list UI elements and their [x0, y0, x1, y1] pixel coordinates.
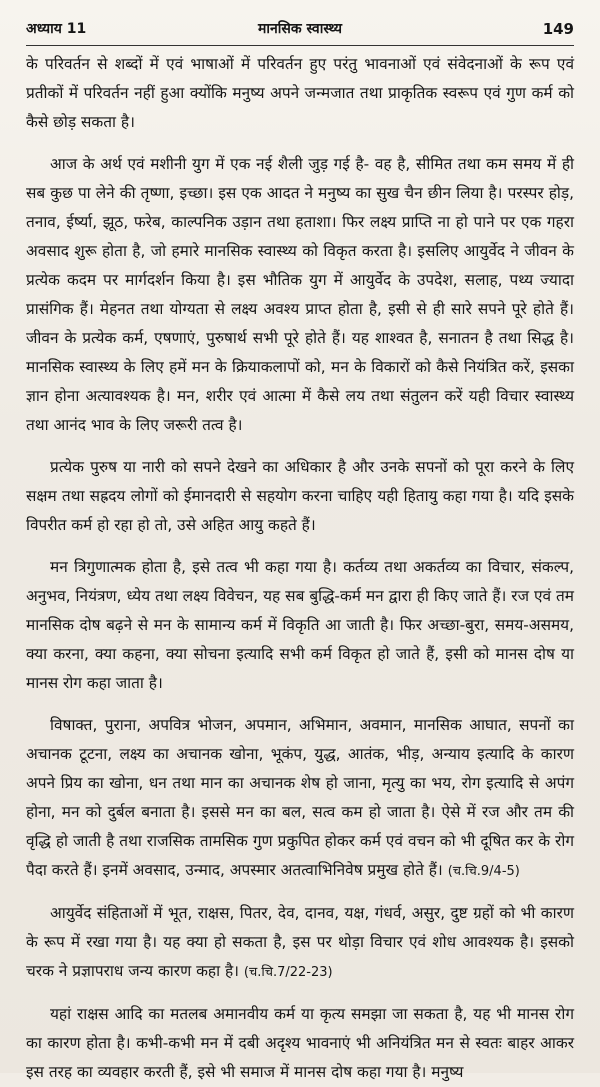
paragraph: [26, 553, 574, 698]
paragraph: [26, 50, 574, 137]
page-number: 149: [542, 20, 574, 38]
citation: (च.चि.7/22-23): [243, 965, 333, 980]
paragraph: [26, 899, 574, 987]
paragraph: [26, 711, 574, 886]
paragraph-text: आयुर्वेद संहिताओं में भूत, राक्षस, पितर, देव, दानव, यक्ष, गंधर्व, असुर, दुष्ट ग्रहों को भी कारण के रूप में रखा गया है। यह क्या हो सकता है, इस पर थोड़ा विचार एवं शोध आवश्यक है। इसको चरक ने प्रज्ञापराध जन्य कारण कहा है।: [26, 904, 574, 980]
paragraph: [26, 1000, 574, 1087]
page-header: [26, 20, 574, 46]
chapter-label: अध्याय 11: [26, 21, 87, 37]
running-title: मानसिक स्वास्थ्य: [257, 21, 343, 37]
paragraph-text: प्रत्येक पुरुष या नारी को सपने देखने का अधिकार है और उनके सपनों को पूरा करने के लिए सक्षम तथा सह्रदय लोगों को ईमानदारी से सहयोग करना चाहिए यही हितायु कहा गया है। यदि इसके विपरीत कर्म हो रहा हो तो, उसे अहित आयु कहते हैं।: [26, 458, 574, 534]
paragraph: [26, 150, 574, 440]
paragraph-text: यहां राक्षस आदि का मतलब अमानवीय कर्म या कृत्य समझा जा सकता है, यह भी मानस रोग का कारण होता है। कभी-कभी मन में दबी अदृश्य भावनाएं भी अनियंत्रित मन से स्वतः बाहर आकर इस तरह का व्यवहार करती हैं, इसे भी समाज में मानस दोष कहा गया है। मनुष्य: [26, 1005, 574, 1081]
paragraph-text: विषाक्त, पुराना, अपवित्र भोजन, अपमान, अभिमान, अवमान, मानसिक आघात, सपनों का अचानक टूटना, लक्ष्य का अचानक खोना, भूकंप, युद्ध, आतंक, भीड़, अन्याय इत्यादि के कारण अपने प्रिय का खोना, धन तथा मान का अचानक शेष हो जाना, मृत्यु का भय, रोग इत्यादि से अपंग होना, मन को दुर्बल बनाता है। इससे मन का बल, सत्व कम हो जाता है। ऐसे में रज और तम की वृद्धि हो जाती है तथा राजसिक तामसिक गुण प्रकुपित होकर कर्म एवं वचन को भी दूषित कर के रोग पैदा करते हैं। इनमें अवसाद, उन्माद, अपस्मार अतत्वाभिनिवेष प्रमुख होते हैं।: [26, 716, 574, 879]
page-body: [26, 50, 574, 1087]
citation: (च.चि.9/4-5): [447, 864, 520, 879]
paragraph: [26, 453, 574, 540]
paragraph-text: आज के अर्थ एवं मशीनी युग में एक नई शैली जुड़ गई है- वह है, सीमित तथा कम समय में ही सब कुछ पा लेने की तृष्णा, इच्छा। इस एक आदत ने मनुष्य का सुख चैन छीन लिया है। परस्पर होड़, तनाव, ईर्ष्या, झूठ, फरेब, काल्पनिक उड़ान तथा हताशा। फिर लक्ष्य प्राप्ति ना हो पाने पर एक गहरा अवसाद शुरू होता है, जो हमारे मानसिक स्वास्थ्य को विकृत करता है। इसलिए आयुर्वेद ने जीवन के प्रत्येक कदम पर मार्गदर्शन किया है। इस भौतिक युग में आयुर्वेद के उपदेश, सलाह, पथ्य ज्यादा प्रासंगिक हैं। मेहनत तथा योग्यता से लक्ष्य अवश्य प्राप्त होता है, इसी से ही सारे सपने पूरे होते हैं। जीवन के प्रत्येक कर्म, एषणाएं, पुरुषार्थ सभी पूरे होते हैं। यह शाश्वत है, सनातन है तथा सिद्ध है। मानसिक स्वास्थ्य के लिए हमें मन के क्रियाकलापों को, मन के विकारों को कैसे नियंत्रित करें, इसका ज्ञान होना अत्यावश्यक है। मन, शरीर एवं आत्मा में कैसे लय तथा संतुलन करें यही विचार स्वास्थ्य तथा आनंद भाव के लिए जरूरी तत्व है।: [26, 155, 574, 434]
paragraph-text: के परिवर्तन से शब्दों में एवं भाषाओं में परिवर्तन हुए परंतु भावनाओं एवं संवेदनाओं के रूप एवं प्रतीकों में परिवर्तन नहीं हुआ क्योंकि मनुष्य अपने जन्मजात तथा प्राकृतिक स्वरूप एवं गुण कर्म को कैसे छोड़ सकता है।: [26, 55, 574, 131]
paragraph-text: मन त्रिगुणात्मक होता है, इसे तत्व भी कहा गया है। कर्तव्य तथा अकर्तव्य का विचार, संकल्प, अनुभव, नियंत्रण, ध्येय तथा लक्ष्य विवेचन, यह सब बुद्धि-कर्म मन द्वारा ही किए जाते हैं। रज एवं तम मानसिक दोष बढ़ने से मन के सामान्य कर्म में विकृति आ जाती है। फिर अच्छा-बुरा, समय-असमय, क्या करना, क्या कहना, क्या सोचना इत्यादि सभी कर्म विकृत हो जाते हैं, इसी को मानस दोष या मानस रोग कहा जाता है।: [26, 558, 574, 692]
